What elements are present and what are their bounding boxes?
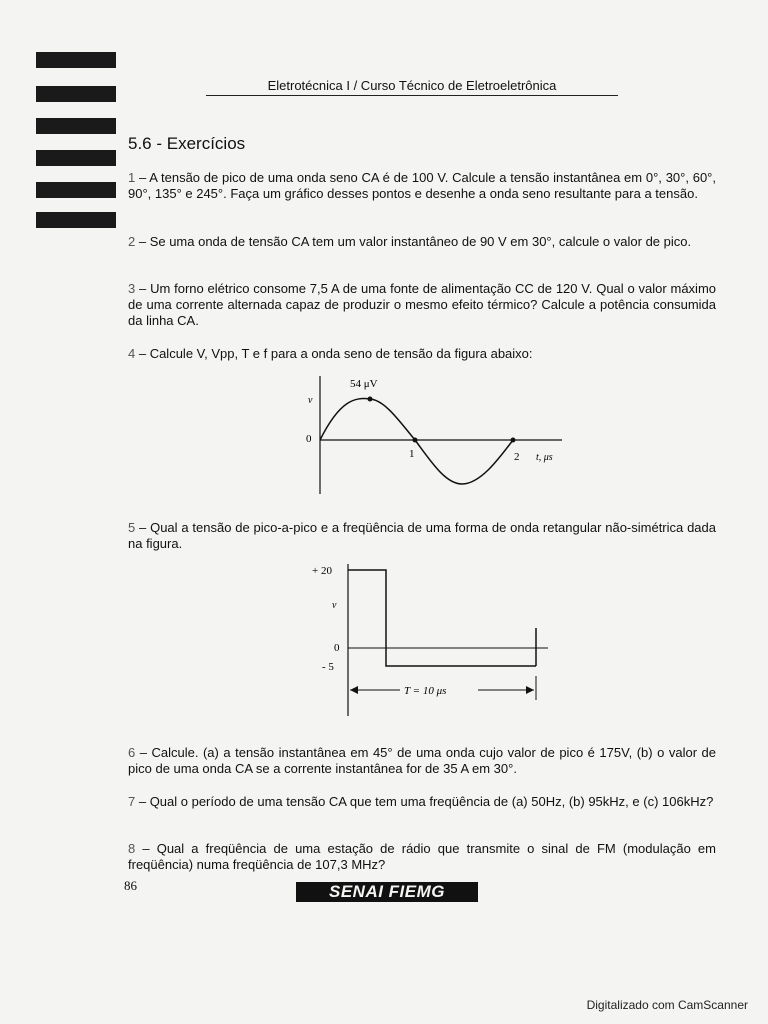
- exercise-5: 5 – Qual a tensão de pico-a-pico e a freqüência de uma forma de onda retangular não-simétrica dada na figura.: [128, 520, 716, 551]
- sine-end-dot: [511, 438, 516, 443]
- rect-y-label: v: [332, 600, 337, 611]
- sine-tick-1: 1: [409, 448, 415, 460]
- rect-arrowhead-right: [526, 686, 534, 694]
- page-number: 86: [124, 878, 137, 893]
- rect-period-label: T = 10 μs: [404, 685, 447, 697]
- binding-mark: [36, 52, 116, 68]
- exercise-3: 3 – Um forno elétrico consome 7,5 A de uma fonte de alimentação CC de 120 V. Qual o valor máximo de uma corrente alternada capaz de produzir o mesmo efeito térmico? Calcule a potência consumida da linha CA.: [128, 281, 716, 328]
- rect-arrowhead-left: [350, 686, 358, 694]
- sine-zero-label: 0: [306, 433, 312, 445]
- binding-mark: [36, 86, 116, 102]
- exercise-4: 4 – Calcule V, Vpp, T e f para a onda seno de tensão da figura abaixo:: [128, 346, 533, 361]
- exercise-8: 8 – Qual a freqüência de uma estação de rádio que transmite o sinal de FM (modulação em freqüência) numa freqüência de 107,3 MHz?: [128, 841, 716, 872]
- binding-mark: [36, 212, 116, 228]
- binding-mark: [36, 150, 116, 166]
- exercise-7: 7 – Qual o período de uma tensão CA que tem uma freqüência de (a) 50Hz, (b) 95kHz, e (c) 106kHz?: [128, 794, 714, 809]
- sine-x-label: t, μs: [536, 452, 553, 463]
- page-header: Eletrotécnica I / Curso Técnico de Eletroeletrônica: [206, 78, 618, 96]
- rect-zero-label: 0: [334, 642, 340, 654]
- sine-tick-2: 2: [514, 451, 520, 463]
- sine-y-label: v: [308, 395, 313, 406]
- sine-peak-label: 54 μV: [350, 378, 378, 390]
- rect-top-label: + 20: [312, 565, 332, 577]
- sine-wave-figure: [300, 372, 570, 497]
- binding-mark: [36, 118, 116, 134]
- rectangular-wave-figure: [308, 558, 558, 720]
- camscanner-note: Digitalizado com CamScanner: [586, 998, 748, 1012]
- exercise-2: 2 – Se uma onda de tensão CA tem um valor instantâneo de 90 V em 30°, calcule o valor de pico.: [128, 234, 692, 249]
- senai-fiemg-logo: SENAI FIEMG: [296, 882, 478, 902]
- sine-zero-dot: [413, 438, 418, 443]
- exercise-1: 1 – A tensão de pico de uma onda seno CA é de 100 V. Calcule a tensão instantânea em 0°, 30°, 60°, 90°, 135° e 245°. Faça um gráfico desses pontos e desenhe a onda seno resultante para a tensão.: [128, 170, 716, 201]
- exercise-6: 6 – Calcule. (a) a tensão instantânea em 45° de uma onda cujo valor de pico é 175V, (b) o valor de pico de uma onda CA se a corrente instantânea for de 35 A em 30°.: [128, 745, 716, 776]
- binding-mark: [36, 182, 116, 198]
- sine-peak-dot: [368, 397, 373, 402]
- rect-waveform: [348, 570, 536, 666]
- rect-bottom-label: - 5: [322, 661, 334, 673]
- section-title: 5.6 - Exercícios: [128, 134, 246, 153]
